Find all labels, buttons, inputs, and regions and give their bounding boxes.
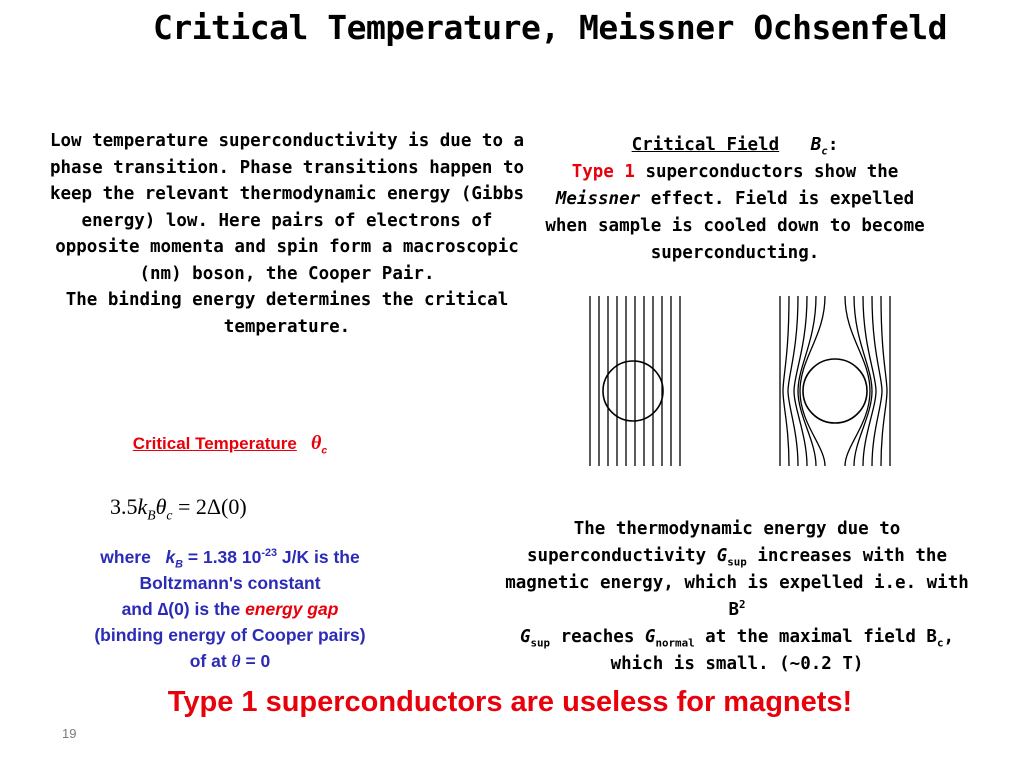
critical-field-rest1: superconductors show the	[634, 162, 899, 182]
equation-theta: θ	[155, 494, 167, 519]
equation-coefficient: 3.5	[110, 494, 138, 519]
meissner-word: Meissner	[555, 189, 641, 209]
g-sup-subscript-2: sup	[530, 636, 551, 650]
thermo-part1: The thermodynamic energy due to superconductivity	[527, 519, 901, 566]
bc-subscript-2: c	[936, 636, 944, 650]
critical-field-text	[530, 132, 940, 267]
kb-symbol: k	[165, 547, 176, 567]
meissner-state-field-diagram	[770, 296, 900, 466]
b-squared-exponent: 2	[739, 598, 746, 612]
where-word: where	[100, 547, 151, 567]
kb-value: = 1.38 10	[183, 547, 262, 567]
slide-title: Critical Temperature, Meissner Ochsenfeld	[152, 8, 948, 47]
conclusion-statement: Type 1 superconductors are useless for magnets!	[167, 686, 853, 718]
g-normal-symbol: G	[644, 627, 656, 647]
paragraph-cooper-pair: Low temperature superconductivity is due to a phase transition. Phase transitions happen to keep the relevant thermodynamic energy (Gibbs energy) low. Here pairs of electrons of opposite momenta and spin form a macroscopic (nm) boson, the Cooper Pair.	[49, 131, 525, 284]
thermo-part5: , which is small. (~0.2 T)	[610, 627, 955, 674]
g-sup-symbol-2: G	[519, 627, 531, 647]
phase-transition-text	[44, 128, 530, 340]
kb-unit: J/K is the	[277, 547, 360, 567]
bc-subscript: c	[821, 144, 828, 158]
theta-symbol: θ	[311, 432, 322, 454]
equation-theta-subscript: c	[166, 507, 173, 523]
and-gap-text: and ∆(0) is the	[121, 599, 246, 619]
gap-equation	[110, 494, 247, 523]
thermo-part3: reaches	[550, 627, 645, 647]
critical-temperature-label: Critical Temperature	[132, 434, 297, 453]
type1-label: Type 1	[571, 162, 635, 182]
colon: :	[827, 135, 839, 155]
g-sup-subscript: sup	[727, 555, 747, 569]
bc-symbol: B	[810, 135, 822, 155]
equation-k-subscript: B	[147, 507, 156, 523]
equation-k: k	[137, 494, 148, 519]
thermo-part4: at the maximal field B	[694, 627, 937, 647]
paragraph-binding-energy: The binding energy determines the critical temperature.	[65, 290, 509, 337]
critical-field-rest2: effect. Field is expelled when sample is cooled down to become superconducting.	[545, 189, 925, 263]
g-sup-symbol: G	[716, 546, 728, 566]
thermodynamic-energy-text	[500, 516, 974, 678]
critical-field-label: Critical Field	[631, 135, 780, 155]
zero-theta-symbol: θ	[231, 651, 241, 671]
equation-rhs: = 2Δ(0)	[172, 494, 247, 519]
of-at-text: of at	[189, 651, 232, 671]
slide-number: 19	[62, 726, 77, 741]
theta-subscript: c	[321, 444, 328, 457]
binding-energy-line: (binding energy of Cooper pairs)	[94, 625, 366, 645]
g-normal-subscript: normal	[655, 636, 695, 650]
energy-gap-term: energy gap	[245, 599, 339, 619]
boltzmann-explanation	[40, 544, 420, 674]
kb-subscript: B	[175, 558, 184, 571]
critical-temperature-heading	[60, 432, 400, 455]
normal-state-field-diagram	[580, 296, 690, 466]
boltzmann-constant-line: Boltzmann's constant	[139, 573, 321, 593]
thermo-part2: increases with the magnetic energy, which is expelled i.e. with B	[505, 546, 969, 620]
equals-zero: = 0	[240, 651, 271, 671]
kb-exponent: -23	[261, 547, 278, 560]
